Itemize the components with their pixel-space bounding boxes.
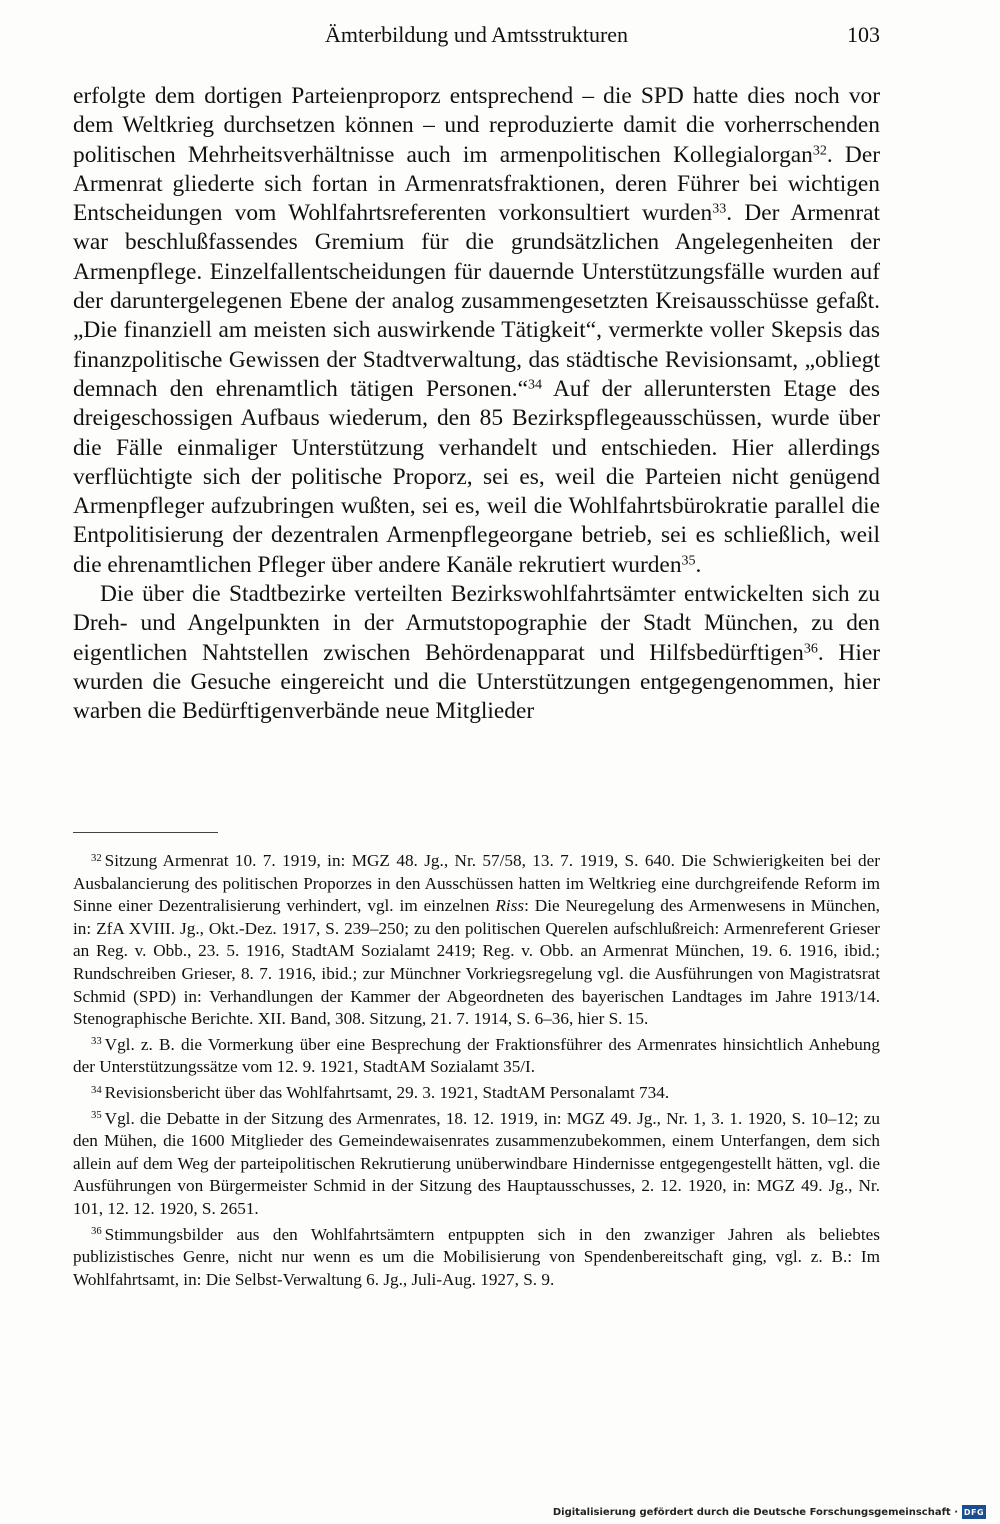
footnote-text: Stimmungsbilder aus den Wohlfahrtsämtern entpuppten sich in den zwanziger Jahren als beliebtes publizistisches Genre, nicht nur wenn es um die Mobilisierung von Spendenbereitschaft ging, vgl. z. B.: Im Wohlfahrtsamt, in: Die Selbst-Verwaltung 6. Jg., Juli-Aug. 1927, S. 9. [73, 1224, 880, 1289]
text-run: . [695, 551, 702, 578]
text-run: Die über die Stadtbezirke verteilten Bezirkswohlfahrtsämter entwickelten sich zu Dreh- und Angelpunkten in der Armutstopographie der Stadt München, zu den eigentlichen Nahtstellen zwischen Behördenapparat und Hilfsbedürftigen [73, 581, 880, 666]
footnote-number: 33 [91, 1036, 102, 1048]
text-run: erfolgte dem dortigen Parteienproporz entsprechend – die SPD hatte dies noch vor dem Weltkrieg durchsetzen können – und reproduzierte damit die vorherrschenden politischen Mehrheitsverhältnisse auch im armenpolitischen Kollegialorgan [73, 83, 880, 168]
footnote-text: : Die Neuregelung des Armenwesens in München, in: ZfA XVIII. Jg., Okt.-Dez. 1917, S. 239–250; zu den politischen Querelen aufschlußreich: Armenreferent Grieser an Reg. v. Obb., 23. 5. 1916, StadtAM Sozialamt 2419; Reg. v. Obb. an Armenrat München, 19. 6. 1916, ibid.; Rundschreiben Grieser, 8. 7. 1916, ibid.; zur Münchner Vorkriegsregelung vgl. die Ausführungen von Magistratsrat Schmid (SPD) in: Verhandlungen der Kammer der Abgeordneten des bayerischen Landtages im Jahre 1913/14. Stenographische Berichte. XII. Band, 308. Sitzung, 21. 7. 1914, S. 6–36, hier S. 15. [73, 896, 880, 1029]
footnote-author-italic: Riss [495, 896, 525, 916]
digitization-credit-text: Digitalisierung gefördert durch die Deutsche Forschungsgemeinschaft · [552, 1506, 958, 1518]
footnote-number: 36 [91, 1226, 102, 1238]
footnote-text: Vgl. z. B. die Vormerkung über eine Besprechung der Fraktionsführer des Armenrates hinsichtlich Anhebung der Unterstützungssätze vom 12. 9. 1921, StadtAM Sozialamt 35/I. [73, 1034, 880, 1077]
footnote-34 [73, 1082, 880, 1105]
footnote-35 [73, 1108, 880, 1221]
running-head [73, 22, 880, 56]
footnote-text: Vgl. die Debatte in der Sitzung des Armenrates, 18. 12. 1919, in: MGZ 49. Jg., Nr. 1, 3. 1. 1920, S. 10–12; zu den Mühen, die 1600 Mitglieder des Gemeindewaisenrates zusammenzubekommen, einem Unterfangen, dem sich allein auf dem Weg der parteipolitischen Rekrutierung unüberwindbare Hindernisse entgegengestellt hätten, vgl. die Ausführungen von Bürgermeister Schmid in der Sitzung des Hauptausschusses, 2. 12. 1920, in: MGZ 49. Jg., Nr. 101, 12. 12. 1920, S. 2651. [73, 1108, 880, 1218]
text-run: Auf der alleruntersten Etage des dreigeschossigen Aufbaus wiederum, den 85 Bezirkspflegeausschüssen, wurde über die Fälle einmaliger Unterstützung verhandelt und entschieden. Hier allerdings verflüchtigte sich der politische Proporz, sei es, weil die Parteien nicht genügend Armenpfleger aufzubringen wußten, sei es, weil die Wohlfahrtsbürokratie parallel die Entpolitisierung der dezentralen Armenpflegeorgane betrieb, sei es schließlich, weil die ehrenamtlichen Pfleger über andere Kanäle rekrutiert wurden [73, 375, 881, 578]
dfg-logo-icon: DFG [962, 1505, 986, 1519]
page-number: 103 [847, 22, 880, 47]
footnote-text: Sitzung Armenrat 10. 7. 1919, in: MGZ 48. Jg., Nr. 57/58, 13. 7. 1919, S. 640. Die Schwierigkeiten bei der Ausbalancierung des politischen Proporzes in den Ausschüssen hatten im Weltkrieg eine durchgreifende Reform im Sinne einer Dezentralisierung verhindert, vgl. im einzelnen [73, 851, 880, 916]
footnote-text: Revisionsbericht über das Wohlfahrtsamt, 29. 3. 1921, StadtAM Personalamt 734. [104, 1082, 670, 1102]
footnote-ref: 32 [812, 141, 827, 158]
footnote-number: 32 [91, 852, 102, 864]
footnote-ref: 33 [712, 200, 727, 217]
text-run: . Der Armenrat war beschlußfassendes Gremium für die grundsätzlichen Angelegenheiten der Armenpflege. Einzelfallentscheidungen für dauernde Unterstützungsfälle wurden auf der daruntergelegenen Ebene der analog zusammengesetzten Kreisausschüsse gefaßt. „Die finanziell am meisten sich auswirkende Tätigkeit“, vermerkte voller Skepsis das finanzpolitische Gewissen der Stadtverwaltung, das städtische Revisionsamt, „obliegt demnach den ehrenamtlich tätigen Personen.“ [73, 200, 881, 402]
footnotes [73, 850, 880, 1294]
main-text [73, 82, 880, 727]
footnote-number: 34 [91, 1084, 102, 1096]
text-run: . Der Armenrat gliederte sich fortan in Armenratsfraktionen, deren Führer bei wichtigen Entscheidungen vom Wohlfahrtsreferenten vorkonsultiert wurden [73, 141, 880, 227]
text-run: . Hier wurden die Gesuche eingereicht und die Unterstützungen entgegengenommen, hier warben die Bedürftigenverbände neue Mitglieder [73, 639, 880, 725]
footnote-ref: 34 [527, 376, 543, 393]
digitization-credit [553, 1504, 986, 1520]
footnote-number: 35 [91, 1110, 102, 1122]
footnote-36 [73, 1224, 880, 1292]
running-title: Ämterbildung und Amtsstrukturen [324, 22, 629, 47]
footnote-33 [73, 1034, 880, 1079]
footnote-divider [73, 832, 218, 833]
footnote-32 [73, 850, 880, 1031]
footnote-ref: 36 [803, 639, 818, 656]
paragraph-2 [73, 580, 880, 726]
footnote-ref: 35 [681, 552, 696, 569]
paragraph-1 [73, 82, 880, 580]
